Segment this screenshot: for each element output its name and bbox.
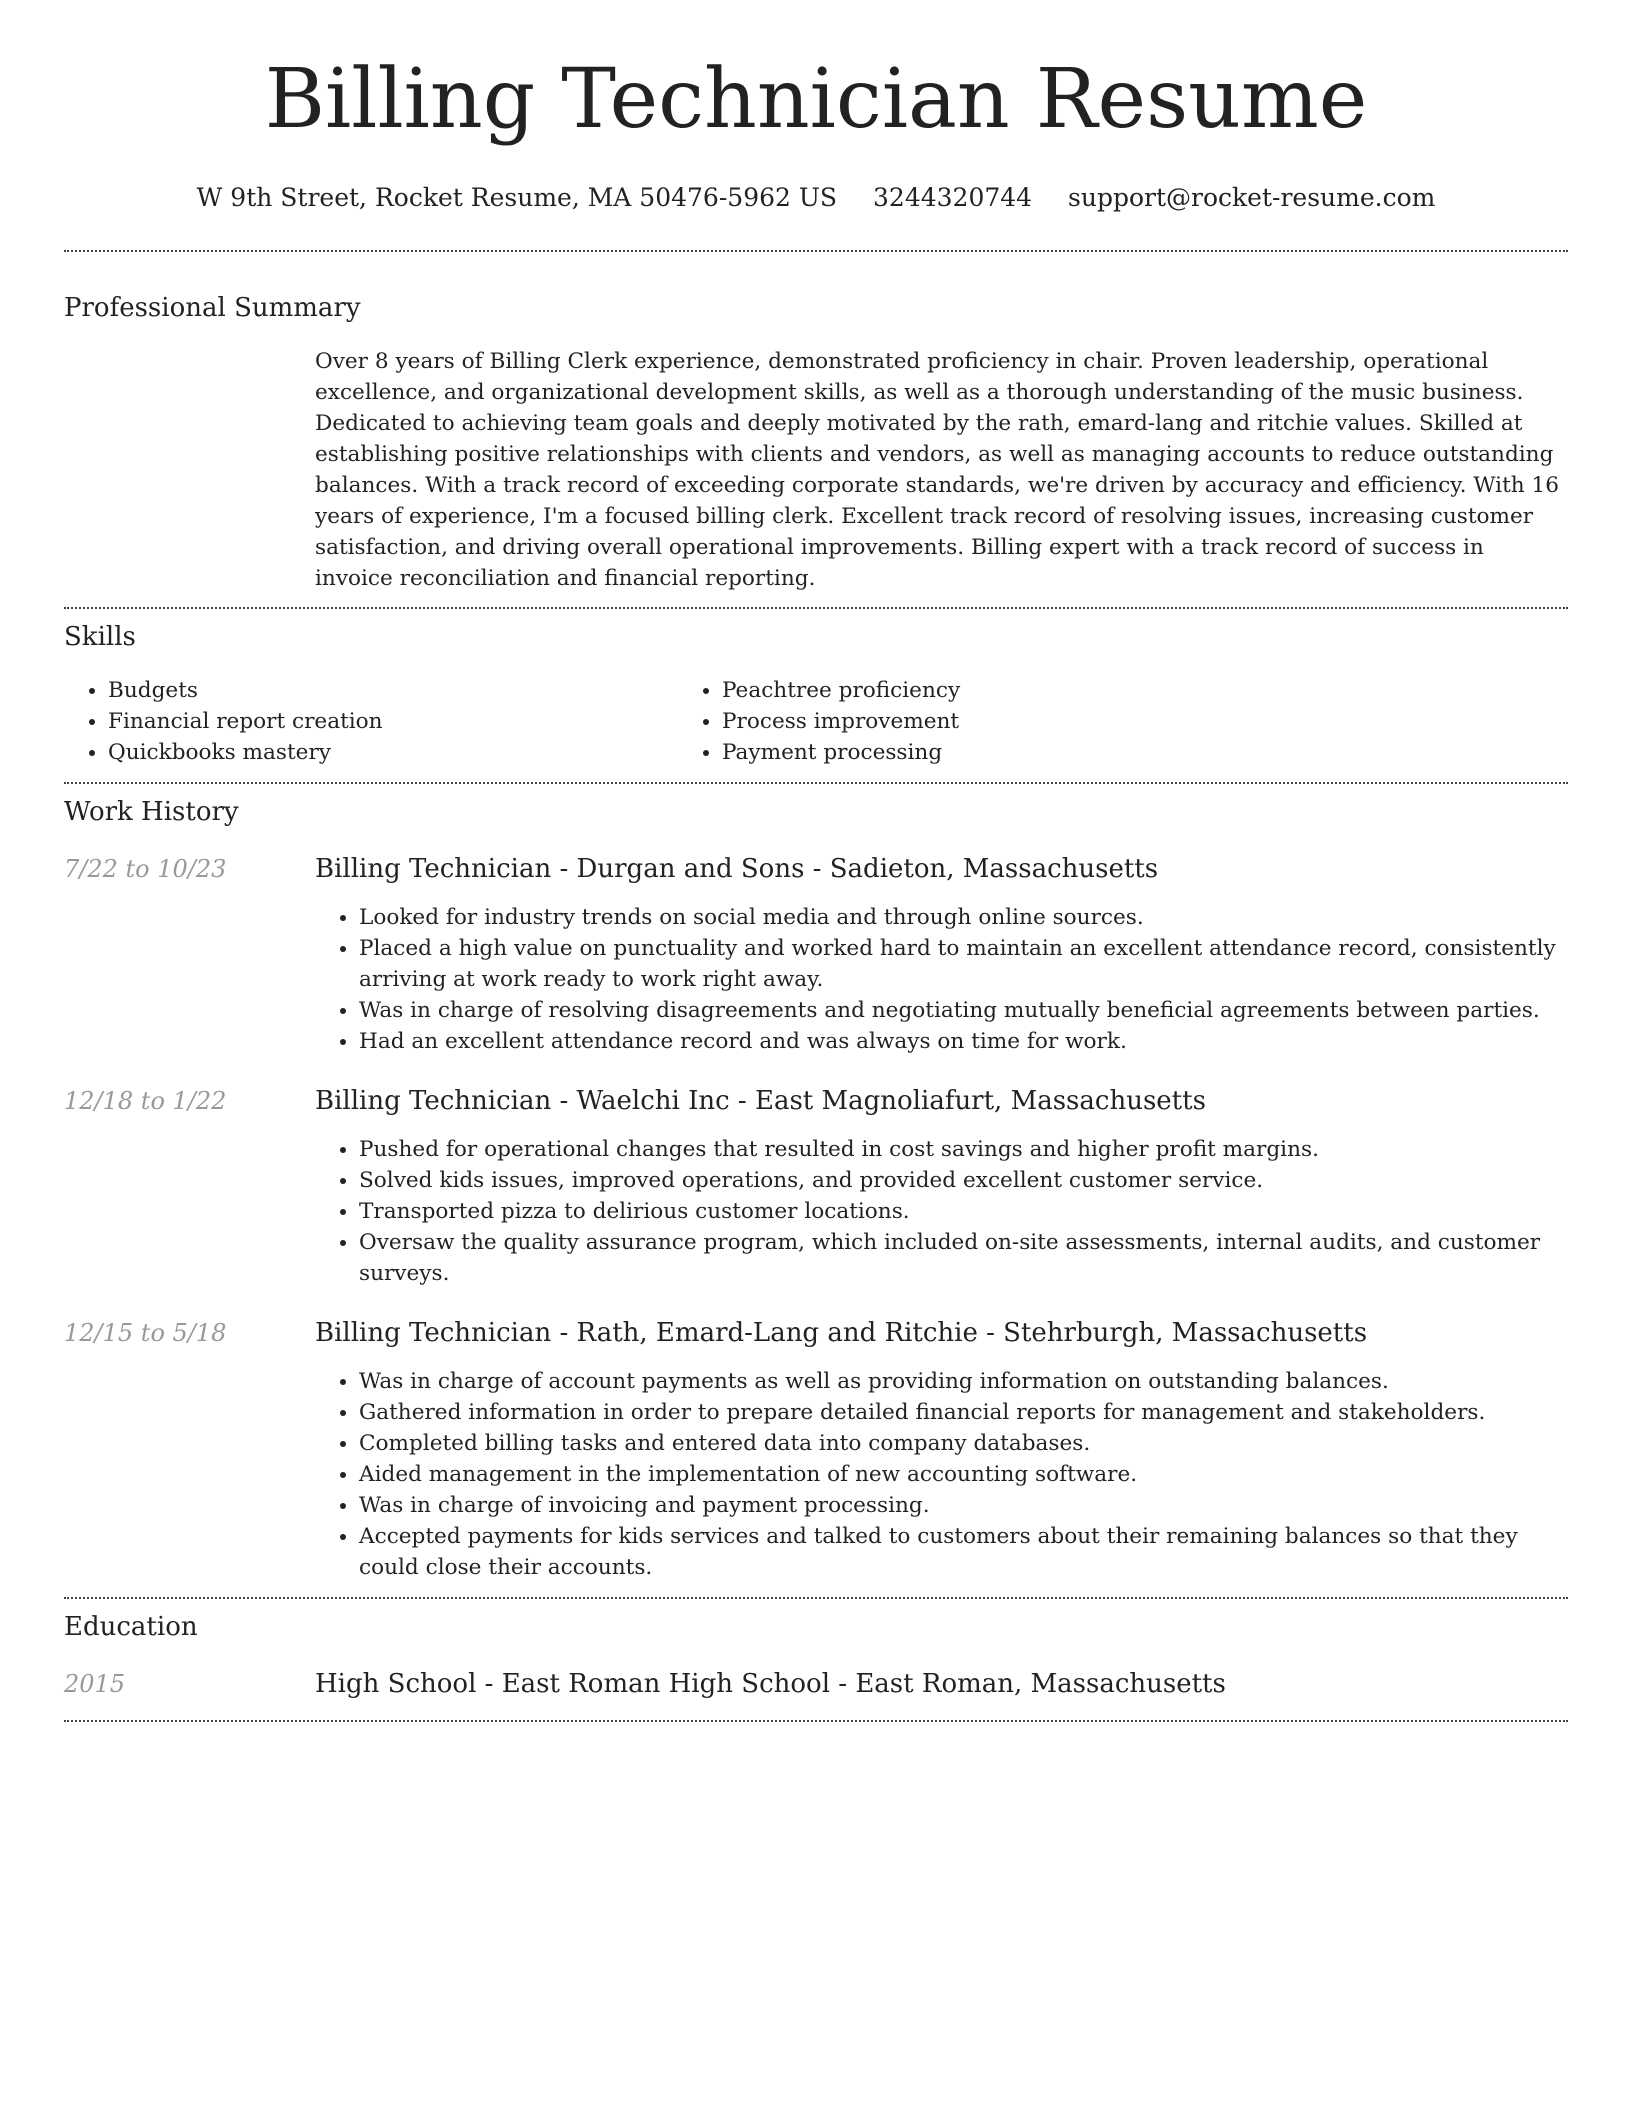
skill-item: • Process improvement <box>722 706 1292 737</box>
job-bullets <box>315 1134 1568 1289</box>
job-bullet: • Was in charge of resolving disagreements and negotiating mutually beneficial agreements between parties. <box>359 995 1568 1026</box>
job-header <box>64 853 1568 885</box>
skills-heading: Skills <box>64 622 136 652</box>
job-bullet: • Accepted payments for kids services and talked to customers about their remaining balances so that they could close their accounts. <box>359 1521 1568 1583</box>
divider <box>64 1720 1568 1722</box>
job-bullet: • Oversaw the quality assurance program, which included on-site assessments, internal audits, and customer surveys. <box>359 1227 1568 1289</box>
job-bullet: • Gathered information in order to prepare detailed financial reports for management and stakeholders. <box>359 1397 1568 1428</box>
skills-column-right <box>678 675 1292 768</box>
job-entry <box>64 1085 1568 1289</box>
job-bullets <box>315 902 1568 1057</box>
job-bullet: • Pushed for operational changes that resulted in cost savings and higher profit margins. <box>359 1134 1568 1165</box>
resume-title: Billing Technician Resume <box>264 52 1368 147</box>
job-bullet: • Had an excellent attendance record and was always on time for work. <box>359 1026 1568 1057</box>
job-dates: 12/18 to 1/22 <box>64 1087 227 1115</box>
job-details <box>315 902 1568 1057</box>
job-bullet: • Was in charge of invoicing and payment processing. <box>359 1490 1568 1521</box>
skills-section <box>64 621 1568 768</box>
resume-page <box>64 0 1568 1722</box>
job-title: Billing Technician - Rath, Emard-Lang and Ritchie - Stehrburgh, Massachusetts <box>315 1318 1368 1348</box>
job-bullet: • Was in charge of account payments as well as providing information on outstanding balances. <box>359 1366 1568 1397</box>
job-bullet: • Aided management in the implementation of new accounting software. <box>359 1459 1568 1490</box>
skill-item: • Payment processing <box>722 737 1292 768</box>
work-heading: Work History <box>64 797 239 827</box>
skill-item: • Budgets <box>108 675 678 706</box>
job-bullets <box>315 1366 1568 1583</box>
job-bullet: • Completed billing tasks and entered data into company databases. <box>359 1428 1568 1459</box>
education-section <box>64 1611 1568 1700</box>
job-title: Billing Technician - Waelchi Inc - East Magnoliafurt, Massachusetts <box>315 1086 1206 1116</box>
job-entry <box>64 853 1568 1057</box>
job-header <box>64 1317 1568 1349</box>
skills-column-left <box>64 675 678 768</box>
job-details <box>315 1134 1568 1289</box>
summary-body <box>315 346 1568 594</box>
skills-list <box>64 675 1568 768</box>
skill-item: • Financial report creation <box>108 706 678 737</box>
job-bullet: • Placed a high value on punctuality and worked hard to maintain an excellent attendance record, consistently arriving at work ready to work right away. <box>359 933 1568 995</box>
summary-heading: Professional Summary <box>64 293 361 323</box>
education-heading: Education <box>64 1612 198 1642</box>
contact-phone: 3244320744 <box>873 183 1033 212</box>
job-details <box>315 1366 1568 1583</box>
summary-text: Over 8 years of Billing Clerk experience, demonstrated proficiency in chair. Proven leadership, operational excellence, and organizational development skills, as well as a thorough understanding of the music business. Dedicated to achieving team goals and deeply motivated by the rath, emard-lang and ritchie values. Skilled at establishing positive relationships with clients and vendors, as well as managing accounts to reduce outstanding balances. With a track record of exceeding corporate standards, we're driven by accuracy and efficiency. With 16 years of experience, I'm a focused billing clerk. Excellent track record of resolving issues, increasing customer satisfaction, and driving overall operational improvements. Billing expert with a track record of success in invoice reconciliation and financial reporting. <box>315 349 1559 591</box>
job-bullet: • Looked for industry trends on social media and through online sources. <box>359 902 1568 933</box>
skill-item: • Quickbooks mastery <box>108 737 678 768</box>
contact-address: W 9th Street, Rocket Resume, MA 50476-5962 US <box>196 183 838 212</box>
summary-section <box>64 292 1568 594</box>
work-section <box>64 796 1568 1583</box>
education-entry <box>64 1668 1568 1700</box>
divider <box>64 607 1568 609</box>
job-dates: 7/22 to 10/23 <box>64 855 227 883</box>
contact-email: support@rocket-resume.com <box>1068 183 1436 212</box>
divider <box>64 250 1568 252</box>
divider <box>64 782 1568 784</box>
job-title: Billing Technician - Durgan and Sons - Sadieton, Massachusetts <box>315 854 1159 884</box>
contact-line <box>64 182 1568 214</box>
divider <box>64 1597 1568 1599</box>
job-header <box>64 1085 1568 1117</box>
job-entry <box>64 1317 1568 1583</box>
education-title: High School - East Roman High School - East Roman, Massachusetts <box>315 1669 1226 1699</box>
job-dates: 12/15 to 5/18 <box>64 1319 227 1347</box>
education-year: 2015 <box>64 1670 126 1698</box>
job-bullet: • Transported pizza to delirious customer locations. <box>359 1196 1568 1227</box>
skill-item: • Peachtree proficiency <box>722 675 1292 706</box>
job-bullet: • Solved kids issues, improved operations, and provided excellent customer service. <box>359 1165 1568 1196</box>
